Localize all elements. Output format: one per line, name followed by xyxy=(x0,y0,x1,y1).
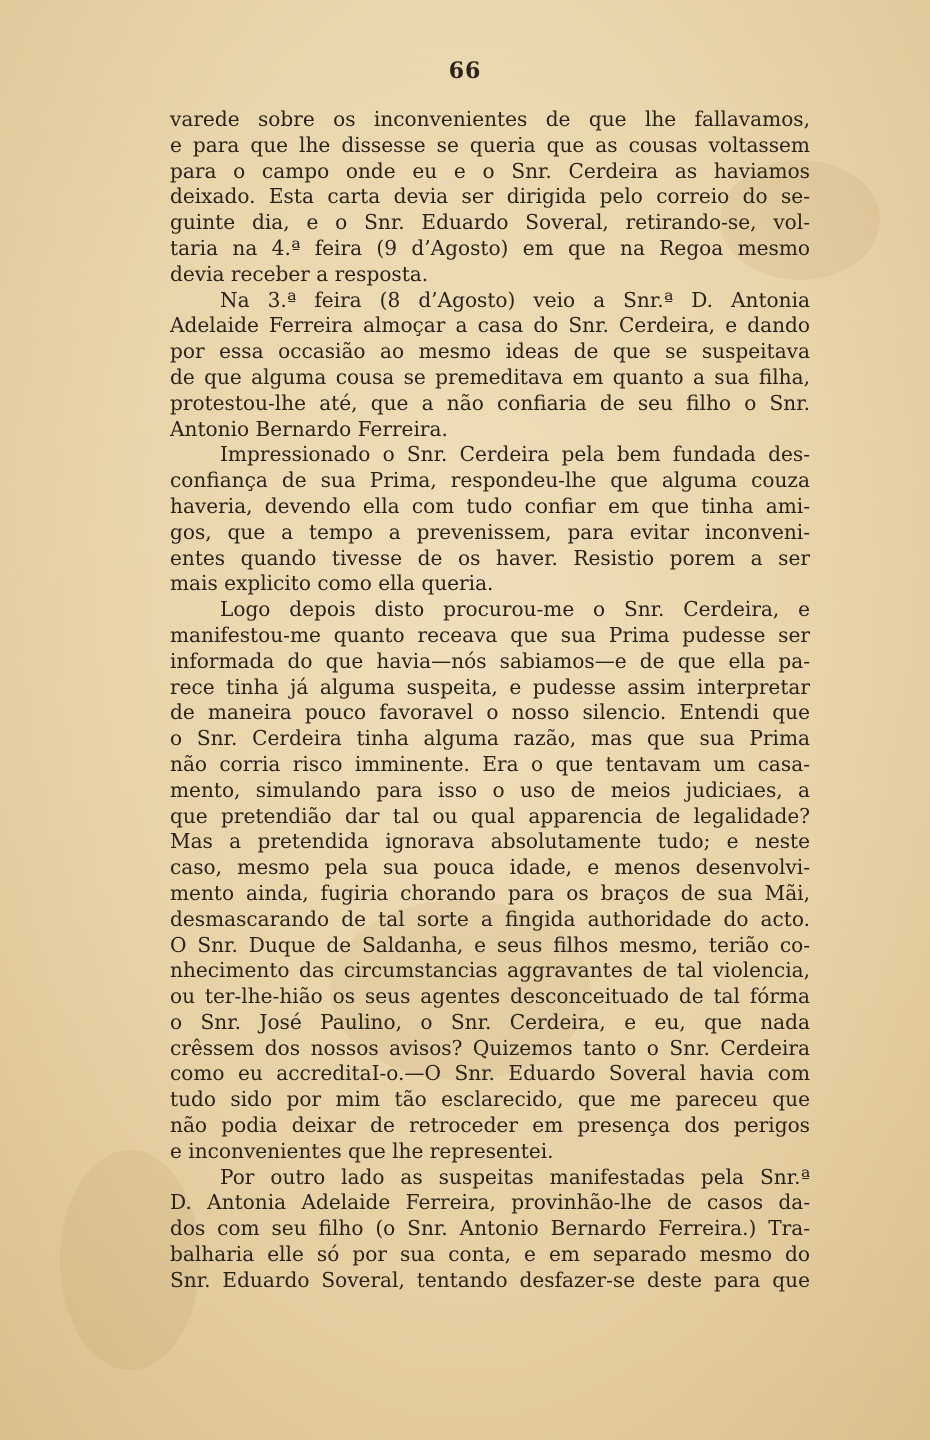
text-line: Mas a pretendida ignorava absolutamente tudo; e neste xyxy=(170,829,810,854)
text-line: Impressionado o Snr. Cerdeira pela bem fundada des- xyxy=(220,442,810,467)
text-line: para o campo onde eu e o Snr. Cerdeira as haviamos xyxy=(170,158,810,183)
page-number: 66 xyxy=(448,58,482,84)
text-line: Logo depois disto procurou-me o Snr. Cerdeira, e xyxy=(220,597,810,622)
text-line: tudo sido por mim tão esclarecido, que me pareceu que xyxy=(170,1087,810,1112)
text-line: varede sobre os inconvenientes de que lhe fallavamos, xyxy=(170,107,810,131)
text-line: por essa occasião ao mesmo ideas de que se suspeitava xyxy=(170,339,810,364)
text-line: mento ainda, fugiria chorando para os braços de sua Mãi, xyxy=(170,880,810,905)
text-line: o Snr. Cerdeira tinha alguma razão, mas que sua Prima xyxy=(170,726,810,751)
text-line: que pretendião dar tal ou qual apparencia de legalidade? xyxy=(170,803,810,828)
text-line: haveria, devendo ella com tudo confiar em que tinha ami- xyxy=(170,493,810,518)
text-line: crêssem dos nossos avisos? Quizemos tanto o Snr. Cerdeira xyxy=(170,1035,810,1060)
text-line: deixado. Esta carta devia ser dirigida pelo correio do se- xyxy=(170,184,810,209)
text-line: como eu accreditaI-o.—O Snr. Eduardo Soveral havia com xyxy=(170,1061,810,1086)
text-line: Snr. Eduardo Soveral, tentando desfazer-se deste para que xyxy=(170,1267,810,1292)
text-line: mento, simulando para isso o uso de meios judiciaes, a xyxy=(170,777,810,802)
text-line: Na 3.ª feira (8 d’Agosto) veio a Snr.ª D. Antonia xyxy=(220,287,810,312)
text-line: dos com seu filho (o Snr. Antonio Bernardo Ferreira.) Tra- xyxy=(170,1216,810,1241)
text-line: gos, que a tempo a prevenissem, para evitar inconveni- xyxy=(170,519,810,544)
text-line: balharia elle só por sua conta, e em separado mesmo do xyxy=(170,1242,810,1267)
text-line: D. Antonia Adelaide Ferreira, provinhão-lhe de casos da- xyxy=(170,1190,810,1215)
text-line: Por outro lado as suspeitas manifestadas pela Snr.ª xyxy=(220,1164,810,1189)
text-line: e para que lhe dissesse se queria que as cousas voltassem xyxy=(170,132,810,157)
text-line: rece tinha já alguma suspeita, e pudesse assim interpretar xyxy=(170,674,810,699)
text-line: taria na 4.ª feira (9 d’Agosto) em que na Regoa mesmo xyxy=(170,235,810,260)
text-line: guinte dia, e o Snr. Eduardo Soveral, retirando-se, vol- xyxy=(170,210,810,235)
text-line: e inconvenientes que lhe representei. xyxy=(170,1138,554,1163)
text-line: caso, mesmo pela sua pouca idade, e menos desenvolvi- xyxy=(170,855,810,880)
text-line: devia receber a resposta. xyxy=(170,261,429,286)
text-line: O Snr. Duque de Saldanha, e seus filhos mesmo, terião co- xyxy=(170,932,810,957)
text-line: manifestou-me quanto receava que sua Prima pudesse ser xyxy=(170,622,810,647)
text-line: Adelaide Ferreira almoçar a casa do Snr. Cerdeira, e dando xyxy=(170,313,810,338)
text-line: o Snr. José Paulino, o Snr. Cerdeira, e eu, que nada xyxy=(170,1009,810,1034)
text-line: de que alguma cousa se premeditava em quanto a sua filha, xyxy=(170,364,810,389)
text-line: ou ter-lhe-hião os seus agentes desconceituado de tal fórma xyxy=(170,984,810,1009)
text-line: Antonio Bernardo Ferreira. xyxy=(170,416,448,441)
text-line: nhecimento das circumstancias aggravantes de tal violencia, xyxy=(170,958,810,983)
text-line: protestou-lhe até, que a não confiaria de seu filho o Snr. xyxy=(170,390,810,415)
text-line: entes quando tivesse de os haver. Resistio porem a ser xyxy=(170,545,810,570)
text-line: confiança de sua Prima, respondeu-lhe que alguma couza xyxy=(170,468,810,493)
text-line: não corria risco imminente. Era o que tentavam um casa- xyxy=(170,751,810,776)
body-text xyxy=(170,107,810,1294)
text-line: não podia deixar de retroceder em presença dos perigos xyxy=(170,1113,810,1138)
text-line: mais explicito como ella queria. xyxy=(170,571,494,596)
text-line: desmascarando de tal sorte a fingida authoridade do acto. xyxy=(170,906,810,931)
text-line: informada do que havia—nós sabiamos—e de que ella pa- xyxy=(170,648,810,673)
text-line: de maneira pouco favoravel o nosso silencio. Entendi que xyxy=(170,700,810,725)
